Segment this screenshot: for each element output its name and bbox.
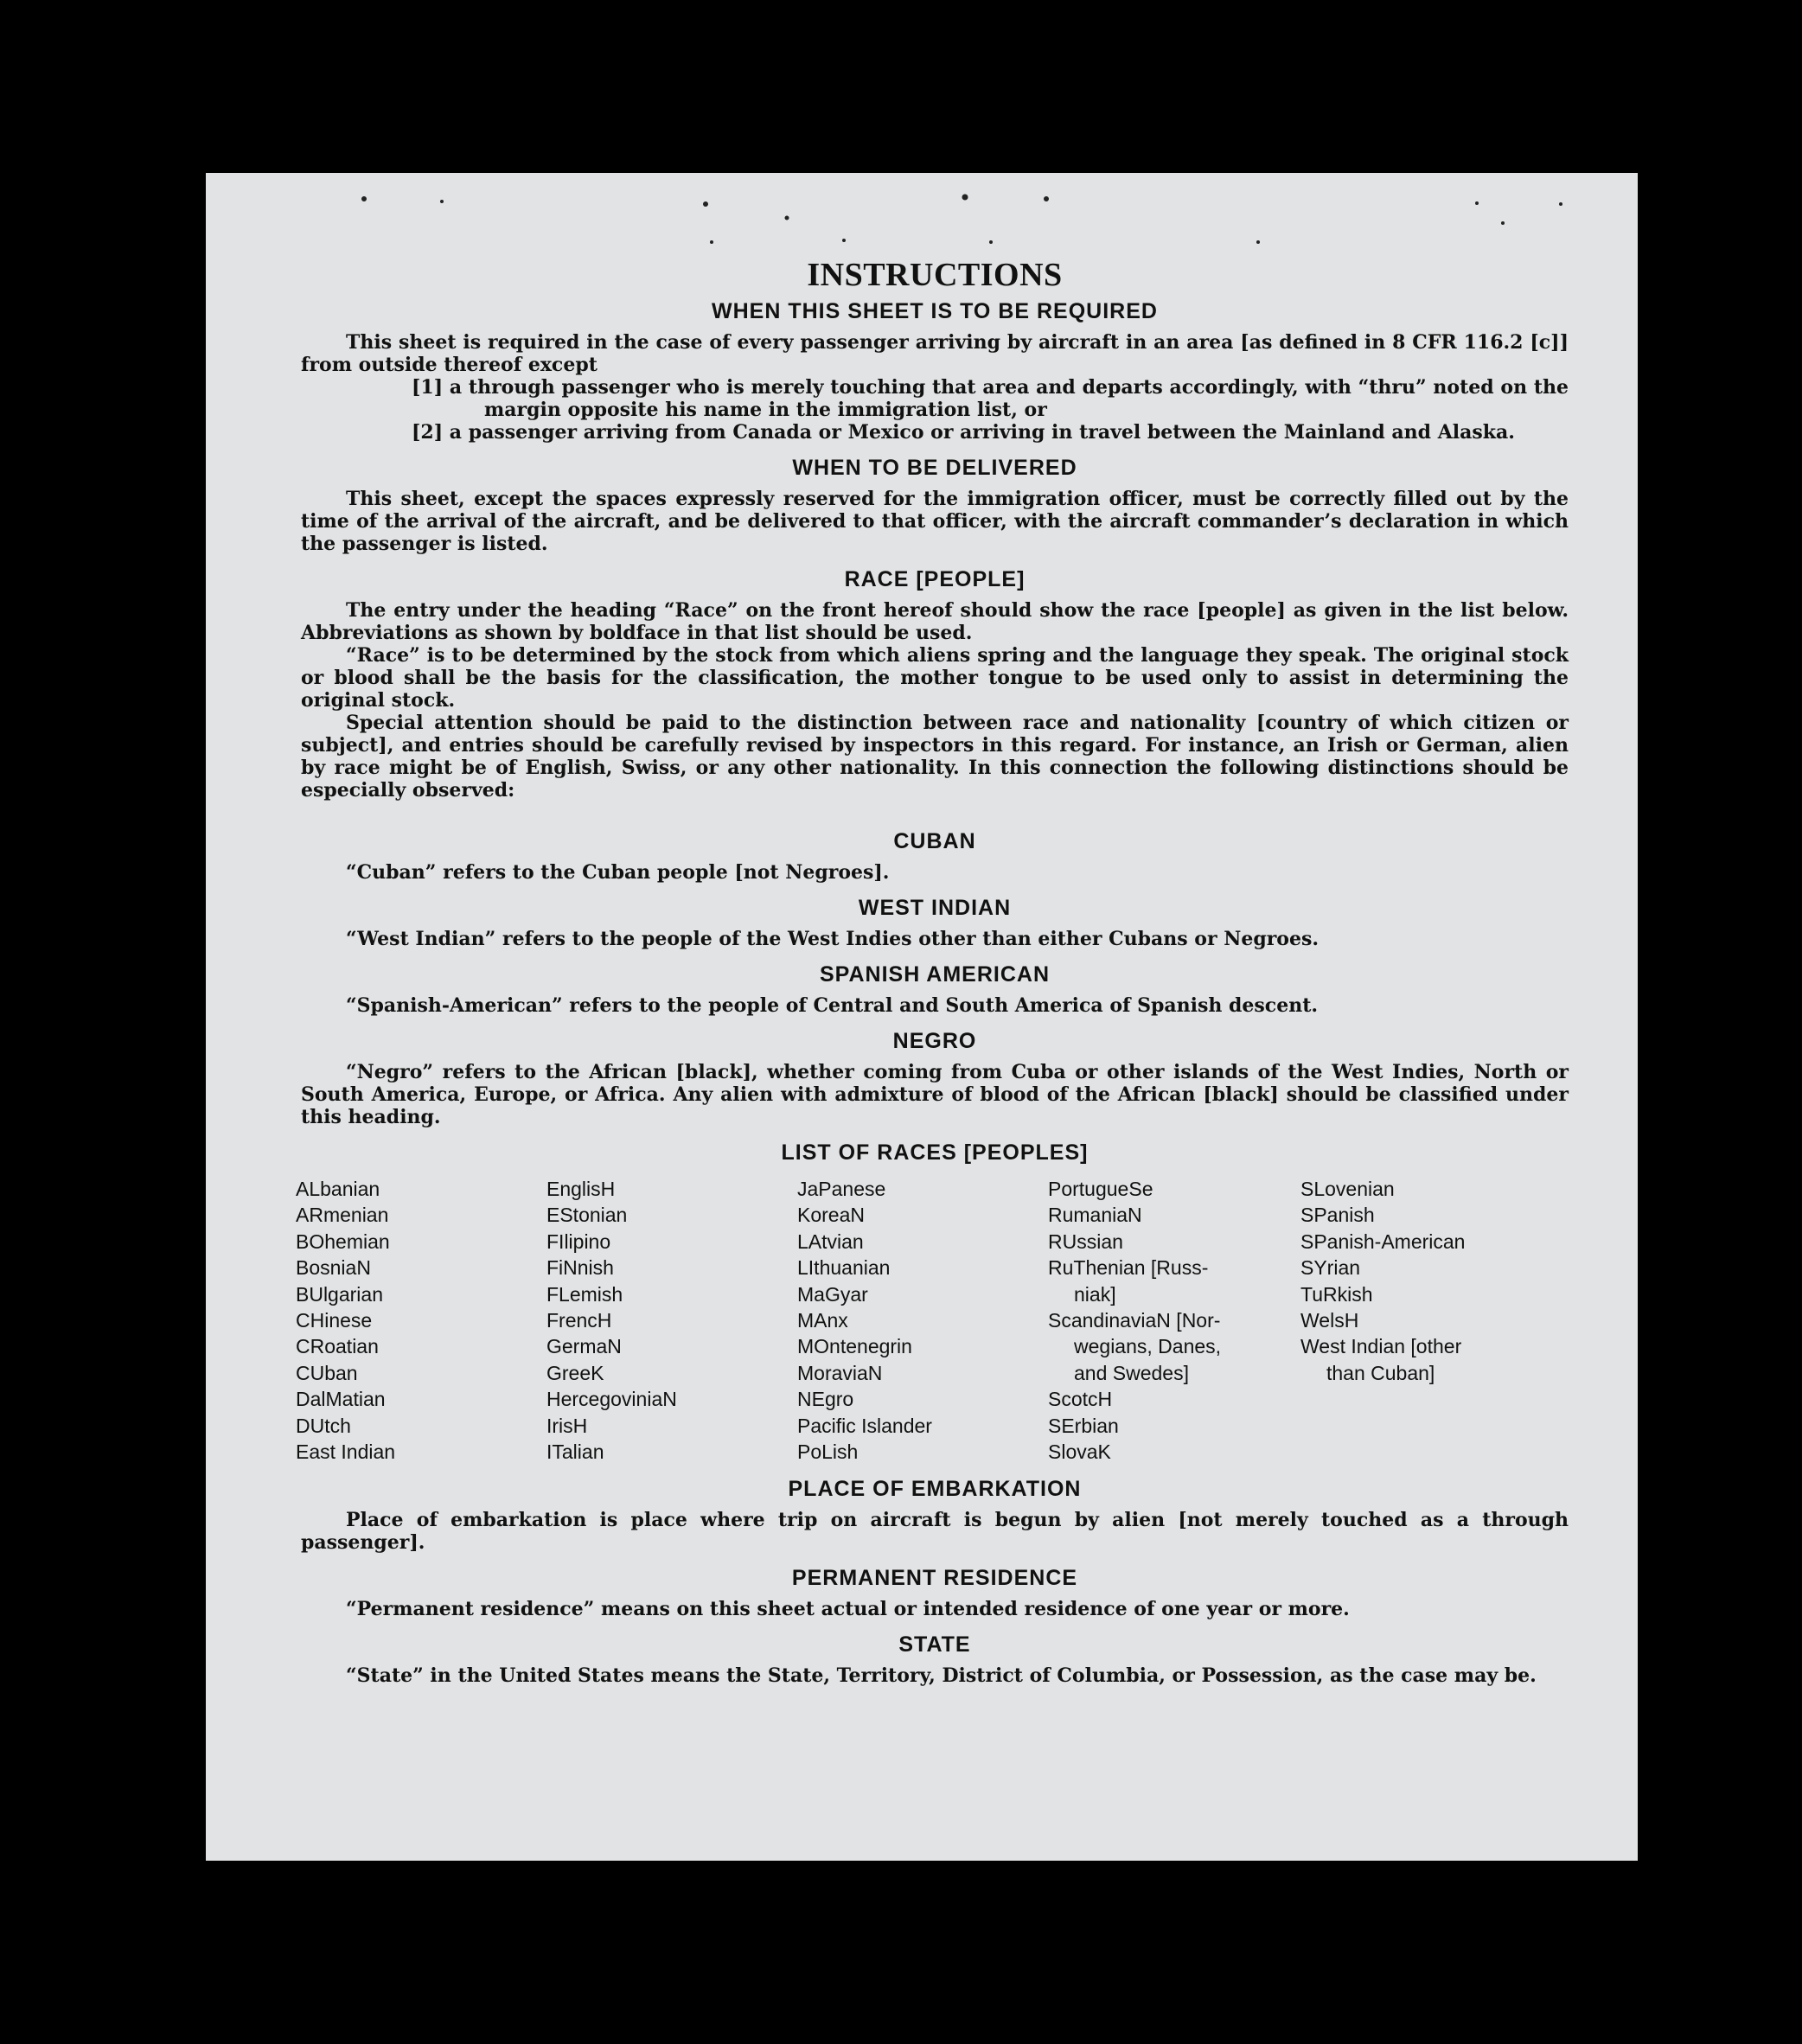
race-list [296, 1176, 1569, 1465]
race-item: BOhemian [296, 1230, 390, 1253]
race-column-3 [797, 1176, 1048, 1465]
instruction-sheet [206, 173, 1638, 1861]
heading-state: STATE [898, 1632, 971, 1658]
race-item: ALbanian [296, 1178, 380, 1200]
race-item: CUban [296, 1361, 358, 1384]
race-item: ITalian [546, 1440, 604, 1464]
race-column-2 [546, 1176, 797, 1465]
race-item: EnglisH [546, 1178, 616, 1200]
race-item: WelsH [1300, 1309, 1359, 1332]
race-item: CHinese [296, 1309, 373, 1332]
race-item: LIthuanian [797, 1256, 891, 1280]
race-item: East Indian [296, 1440, 396, 1464]
cuban-text: “Cuban” refers to the Cuban people [not Negroes]. [346, 861, 890, 884]
race-item: SlovaK [1048, 1440, 1111, 1464]
race-item: PortugueSe [1048, 1178, 1153, 1200]
race-item: Pacific Islander [797, 1414, 932, 1437]
race-item-continuation: niak] [1074, 1282, 1116, 1306]
race-item: MOntenegrin [797, 1335, 912, 1358]
race-item: SPanish-American [1300, 1230, 1466, 1253]
required-item-1: [1] a through passenger who is merely touching that area and departs accordingly, with “thru” noted on the margin opposite his name in the immigration list, or [412, 376, 1569, 421]
race-item: CRoatian [296, 1335, 379, 1358]
heading-cuban: CUBAN [893, 829, 976, 853]
west-indian-text: “West Indian” refers to the people of the West Indies other than either Cubans or Negroes. [346, 928, 1320, 950]
spanish-american-text: “Spanish-American” refers to the people of Central and South America of Spanish descent. [346, 994, 1319, 1017]
residence-text: “Permanent residence” means on this sheet actual or intended residence of one year or more. [346, 1598, 1350, 1621]
heading-when-delivered: WHEN TO BE DELIVERED [792, 456, 1077, 480]
race-item: NEgro [797, 1388, 854, 1411]
race-item: RuThenian [Russ- [1048, 1256, 1209, 1280]
race-item: BUlgarian [296, 1282, 383, 1306]
race-item: GermaN [546, 1335, 622, 1358]
race-item: ScandinaviaN [Nor- [1048, 1309, 1221, 1332]
race-column-1 [296, 1176, 546, 1465]
race-item: GreeK [546, 1361, 604, 1384]
race-item: MAnx [797, 1309, 848, 1332]
race-item-continuation: than Cuban] [1326, 1361, 1435, 1384]
heading-west-indian: WEST INDIAN [858, 896, 1012, 920]
race-item: IrisH [546, 1414, 588, 1437]
race-item: FLemish [546, 1282, 623, 1306]
race-item: SYrian [1300, 1256, 1361, 1280]
race-item-continuation: and Swedes] [1074, 1361, 1189, 1384]
race-item: RUssian [1048, 1230, 1123, 1253]
race-paragraph-2: “Race” is to be determined by the stock from which aliens spring and the language they speak. The original stock or blood shall be the basis for the classification, the mother tongue to be used only to assist in determining the original stock. [301, 644, 1569, 712]
heading-negro: NEGRO [892, 1029, 977, 1053]
required-item-2: [2] a passenger arriving from Canada or Mexico or arriving in travel between the Mainland and Alaska. [412, 421, 1515, 444]
heading-place-of-embarkation: PLACE OF EMBARKATION [788, 1477, 1082, 1502]
race-item: ScotcH [1048, 1388, 1113, 1411]
race-item: SErbian [1048, 1414, 1119, 1437]
race-item: HercegoviniaN [546, 1388, 677, 1411]
delivered-text: This sheet, except the spaces expressly reserved for the immigration officer, must be correctly filled out by the time of the arrival of the aircraft, and be delivered to that officer, with the aircraft commander’s declaration in which the passenger is listed. [301, 488, 1569, 555]
race-item: EStonian [546, 1204, 628, 1227]
race-item: SLovenian [1300, 1178, 1395, 1200]
heading-list-of-races: LIST OF RACES [PEOPLES] [781, 1140, 1089, 1165]
race-paragraph-3: Special attention should be paid to the distinction between race and nationality [country of which citizen or subject], and entries should be carefully revised by inspectors in this regard. For instance, an Irish or German, alien by race might be of English, Swiss, or any other nationality. In this connection the following distinctions should be especially observed: [301, 712, 1569, 802]
race-item: RumaniaN [1048, 1204, 1142, 1227]
print-specks [206, 173, 1638, 277]
race-item: MoraviaN [797, 1361, 883, 1384]
race-item: DUtch [296, 1414, 351, 1437]
heading-when-required: WHEN THIS SHEET IS TO BE REQUIRED [712, 299, 1158, 323]
race-item: SPanish [1300, 1204, 1375, 1227]
heading-spanish-american: SPANISH AMERICAN [819, 962, 1050, 987]
heading-permanent-residence: PERMANENT RESIDENCE [791, 1566, 1078, 1591]
required-intro: This sheet is required in the case of every passenger arriving by aircraft in an area [as defined in 8 CFR 116.2 [c]] from outside thereof except [301, 331, 1569, 376]
state-text: “State” in the United States means the State, Territory, District of Columbia, or Possession, as the case may be. [346, 1664, 1537, 1688]
race-item: TuRkish [1300, 1282, 1373, 1306]
race-item: DalMatian [296, 1388, 386, 1411]
race-column-4 [1048, 1176, 1300, 1465]
page-title: INSTRUCTIONS [807, 257, 1063, 293]
race-item: MaGyar [797, 1282, 868, 1306]
race-item: BosniaN [296, 1256, 371, 1280]
race-item: JaPanese [797, 1178, 886, 1200]
embarkation-text: Place of embarkation is place where trip on aircraft is begun by alien [not merely touched as a through passenger]. [301, 1509, 1569, 1555]
race-item: KoreaN [797, 1204, 865, 1227]
race-item: West Indian [other [1300, 1335, 1462, 1358]
race-item: FIlipino [546, 1230, 611, 1253]
race-item: PoLish [797, 1440, 859, 1464]
race-item: ARmenian [296, 1204, 389, 1227]
race-item: LAtvian [797, 1230, 864, 1253]
heading-race: RACE [PEOPLE] [844, 567, 1026, 591]
race-paragraph-1: The entry under the heading “Race” on the front hereof should show the race [people] as given in the list below. Abbreviations as shown by boldface in that list should be used. [301, 599, 1569, 644]
negro-text: “Negro” refers to the African [black], whether coming from Cuba or other islands of the West Indies, North or South America, Europe, or Africa. Any alien with admixture of blood of the African [black] should be classified under this heading. [301, 1061, 1569, 1128]
race-column-5 [1300, 1176, 1534, 1465]
race-item-continuation: wegians, Danes, [1074, 1335, 1222, 1358]
race-item: FrencH [546, 1309, 612, 1332]
race-item: FiNnish [546, 1256, 614, 1280]
